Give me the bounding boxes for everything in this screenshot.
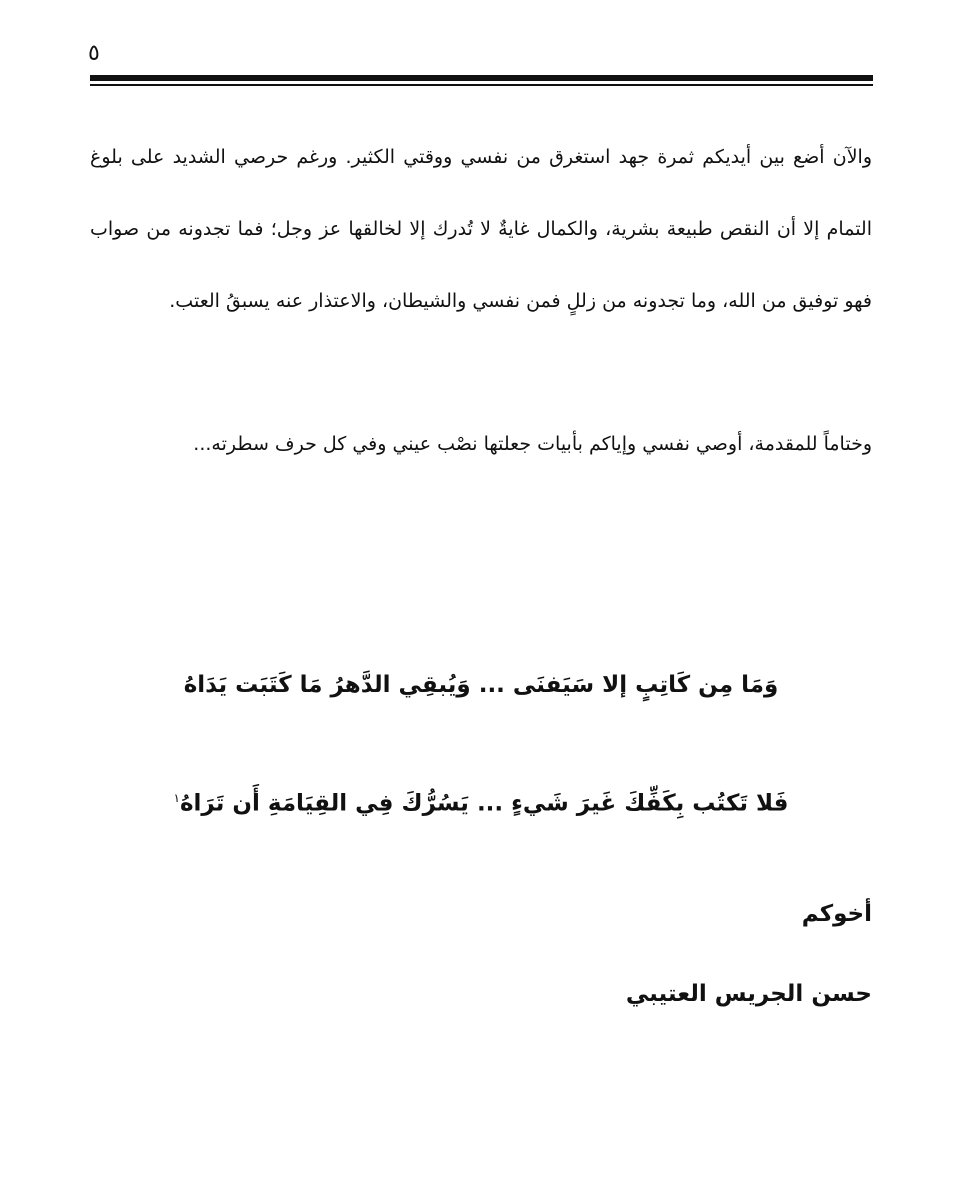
poem-verse-2-text: فَلا تَكتُب بِكَفِّكَ غَيرَ شَيءٍ ... يَسُرُّكَ فِي القِيَامَةِ أَن تَرَاهُ xyxy=(179,790,789,817)
header-rule-thin xyxy=(90,84,873,86)
footnote-mark: ١ xyxy=(173,791,180,805)
page-number: ٥ xyxy=(88,41,100,66)
header-rule-thick xyxy=(90,75,873,81)
poem-verse-1 xyxy=(90,665,872,705)
signature-author-name: حسن الجريس العتيبي xyxy=(625,981,872,1007)
poem-verse-2 xyxy=(90,778,872,824)
paragraph-intro: والآن أضع بين أيديكم ثمرة جهد استغرق من نفسي ووقتي الكثير. ورغم حرصي الشديد على بلوغ التمام إلا أن النقص طبيعة بشرية، والكمال غايةٌ لا تُدرك إلا لخالقها عز وجل؛ فما تجدونه من صواب فهو توفيق من الله، وما تجدونه من زللٍ فمن نفسي والشيطان، والاعتذار عنه يسبقُ العتب. xyxy=(90,146,872,312)
paragraph-closing: وختاماً للمقدمة، أوصي نفسي وإياكم بأبيات جعلتها نصْب عيني وفي كل حرف سطرته... xyxy=(193,433,872,455)
poem-verse-1-text: وَمَا مِن كَاتِبٍ إلا سَيَفنَى ... وَيُبقِي الدَّهرُ مَا كَتَبَت يَدَاهُ xyxy=(183,672,779,698)
signature-salutation: أخوكم xyxy=(801,901,872,927)
